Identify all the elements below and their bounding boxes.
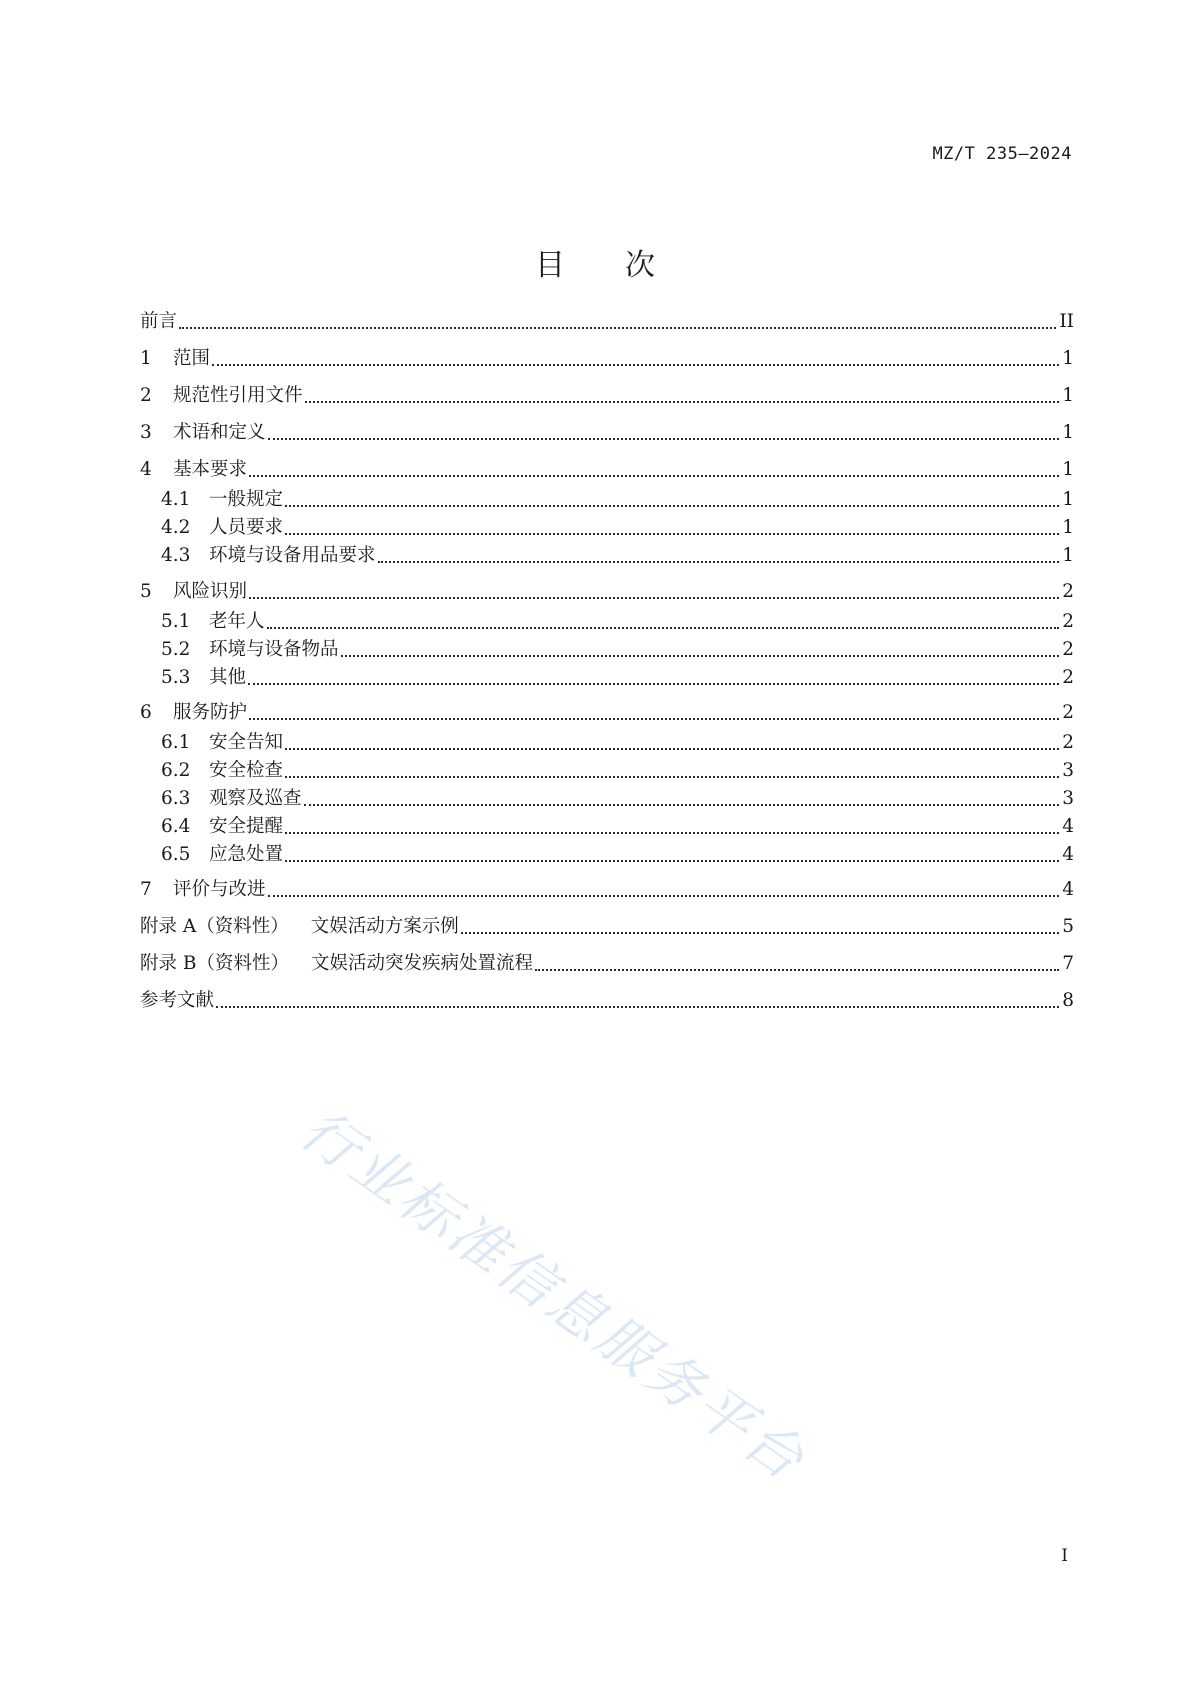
toc-entry-title: 范围: [173, 348, 211, 369]
toc-entry-annex-a[interactable]: [140, 910, 1074, 940]
toc-entry-6[interactable]: [140, 696, 1074, 726]
toc-entry-5-1[interactable]: [161, 605, 1074, 635]
toc-entry-page: 2: [1062, 611, 1074, 632]
toc-entry-title: 人员要求: [209, 517, 284, 538]
toc-entry-title: 参考文献: [140, 990, 215, 1011]
toc-entry-number: 2: [140, 385, 152, 406]
toc-entry-title: 风险识别: [173, 581, 248, 602]
toc-entry-page: 2: [1062, 639, 1074, 660]
toc-entry-title: 基本要求: [173, 459, 248, 480]
toc-entry-page: 1: [1062, 545, 1074, 566]
toc-entry-page: 4: [1062, 816, 1074, 837]
toc-entry-page: 1: [1062, 422, 1074, 443]
toc-entry-4[interactable]: [140, 453, 1074, 483]
toc-leader-dots: [248, 683, 1059, 685]
toc-entry-page: 2: [1062, 667, 1074, 688]
toc-entry-title: 规范性引用文件: [173, 385, 303, 406]
toc-leader-dots: [378, 561, 1060, 563]
toc-leader-dots: [305, 401, 1060, 403]
toc-entry-page: 2: [1062, 732, 1074, 753]
toc-entry-6-5[interactable]: [161, 838, 1074, 868]
toc-entry-5[interactable]: [140, 575, 1074, 605]
toc-entry-title: 文娱活动方案示例: [310, 916, 459, 937]
toc-leader-dots: [461, 932, 1059, 934]
toc-entry-title: 环境与设备物品: [209, 639, 339, 660]
toc-leader-dots: [268, 895, 1060, 897]
toc-entry-6-1[interactable]: [161, 726, 1074, 756]
toc-entry-number: 5.1: [161, 611, 191, 632]
toc-entry-number: 3: [140, 422, 152, 443]
toc-entry-5-2[interactable]: [161, 633, 1074, 663]
toc-entry-5-3[interactable]: [161, 661, 1074, 691]
toc-entry-foreword[interactable]: [140, 305, 1074, 335]
toc-entry-page: 5: [1062, 916, 1074, 937]
toc-leader-dots: [249, 718, 1059, 720]
toc-entry-bibliography[interactable]: [140, 984, 1074, 1014]
toc-entry-3[interactable]: [140, 416, 1074, 446]
toc-entry-7[interactable]: [140, 873, 1074, 903]
toc-entry-number: 6: [140, 702, 152, 723]
toc-entry-number: 附录 A（资料性）: [140, 916, 289, 937]
toc-entry-6-2[interactable]: [161, 754, 1074, 784]
toc-entry-title: 环境与设备用品要求: [209, 545, 376, 566]
toc-entry-number: 5: [140, 581, 152, 602]
toc-entry-number: 4: [140, 459, 152, 480]
toc-entry-title: 一般规定: [209, 489, 284, 510]
toc-entry-page: 1: [1062, 517, 1074, 538]
toc-entry-page: 3: [1062, 788, 1074, 809]
toc-entry-page: 1: [1062, 385, 1074, 406]
toc-leader-dots: [179, 327, 1056, 329]
toc-entry-title: 安全告知: [209, 732, 284, 753]
toc-entry-page: 1: [1062, 348, 1074, 369]
toc-entry-number: 6.3: [161, 788, 191, 809]
toc-leader-dots: [249, 597, 1059, 599]
toc-entry-number: 5.3: [161, 667, 191, 688]
toc-entry-page: 4: [1062, 844, 1074, 865]
toc-entry-number: 6.1: [161, 732, 191, 753]
toc-leader-dots: [341, 655, 1060, 657]
toc-entry-page: 1: [1062, 489, 1074, 510]
toc-entry-number: 5.2: [161, 639, 191, 660]
toc-entry-title: 前言: [140, 311, 178, 332]
toc-entry-title: 评价与改进: [173, 879, 266, 900]
page-title-char-1: 目: [535, 248, 565, 283]
toc-entry-number: 1: [140, 348, 152, 369]
toc-entry-title: 术语和定义: [173, 422, 266, 443]
toc-entry-page: 7: [1062, 953, 1074, 974]
toc-leader-dots: [285, 860, 1059, 862]
toc-entry-number: 4.2: [161, 517, 191, 538]
toc-leader-dots: [285, 505, 1059, 507]
toc-entry-title: 其他: [209, 667, 247, 688]
toc-leader-dots: [267, 627, 1060, 629]
toc-entry-number: 7: [140, 879, 152, 900]
standard-code: MZ/T 235—2024: [932, 144, 1072, 164]
toc-entry-title: 文娱活动突发疾病处置流程: [310, 953, 533, 974]
toc-entry-number: 6.5: [161, 844, 191, 865]
toc-leader-dots: [216, 1006, 1059, 1008]
toc-leader-dots: [304, 804, 1060, 806]
toc-entry-title: 观察及巡查: [209, 788, 302, 809]
toc-entry-1[interactable]: [140, 342, 1074, 372]
page-number: I: [1061, 1546, 1068, 1566]
toc-entry-number: 附录 B（资料性）: [140, 953, 289, 974]
toc-entry-number: 4.1: [161, 489, 191, 510]
page-title: [0, 240, 1190, 284]
toc-leader-dots: [212, 364, 1059, 366]
toc-entry-page: 3: [1062, 760, 1074, 781]
toc-entry-number: 6.4: [161, 816, 191, 837]
toc-entry-4-3[interactable]: [161, 539, 1074, 569]
toc-entry-title: 老年人: [209, 611, 265, 632]
toc-leader-dots: [268, 438, 1060, 440]
toc-entry-4-2[interactable]: [161, 511, 1074, 541]
watermark: 行业标准信息服务平台: [288, 1097, 818, 1495]
toc-entry-page: II: [1059, 311, 1074, 332]
toc-entry-page: 8: [1062, 990, 1074, 1011]
toc-entry-page: 2: [1062, 581, 1074, 602]
toc-entry-2[interactable]: [140, 379, 1074, 409]
toc-entry-6-4[interactable]: [161, 810, 1074, 840]
page-title-char-2: 次: [625, 248, 655, 283]
toc-entry-4-1[interactable]: [161, 483, 1074, 513]
toc-entry-title: 服务防护: [173, 702, 248, 723]
toc-leader-dots: [285, 748, 1059, 750]
toc-leader-dots: [249, 475, 1059, 477]
toc-leader-dots: [285, 832, 1059, 834]
toc-leader-dots: [285, 776, 1059, 778]
toc-entry-title: 安全检查: [209, 760, 284, 781]
toc-entry-number: 6.2: [161, 760, 191, 781]
toc-entry-title: 安全提醒: [209, 816, 284, 837]
toc-entry-page: 4: [1062, 879, 1074, 900]
toc-entry-page: 1: [1062, 459, 1074, 480]
toc-entry-6-3[interactable]: [161, 782, 1074, 812]
toc-entry-page: 2: [1062, 702, 1074, 723]
toc-entry-number: 4.3: [161, 545, 191, 566]
toc-entry-annex-b[interactable]: [140, 947, 1074, 977]
toc-leader-dots: [285, 533, 1059, 535]
toc-entry-title: 应急处置: [209, 844, 284, 865]
toc-leader-dots: [535, 969, 1059, 971]
